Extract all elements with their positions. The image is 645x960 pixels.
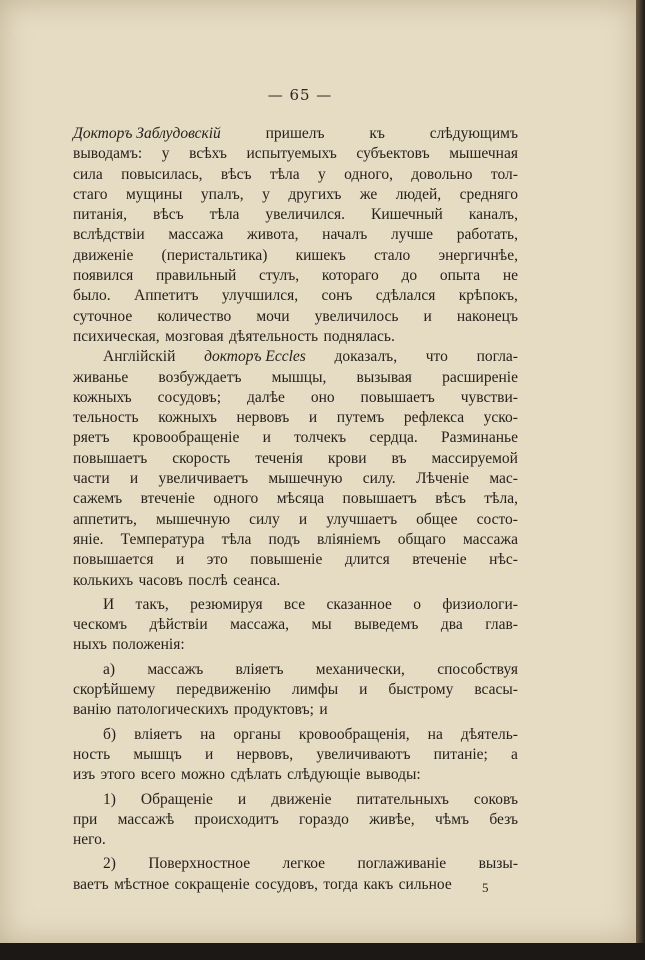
word: сильное — [398, 875, 452, 893]
text-line — [73, 449, 518, 469]
text-line — [73, 388, 518, 408]
word: массажъ — [147, 660, 204, 678]
word: быстрому — [388, 681, 454, 699]
word: живѣе, — [369, 810, 415, 828]
word: 1) — [103, 790, 116, 808]
word: длится — [344, 551, 390, 569]
word: положенія: — [112, 636, 185, 654]
word: кожныхъ — [158, 409, 217, 427]
word: нервовъ, — [236, 745, 294, 763]
word: силу — [249, 510, 280, 528]
word: общаго — [397, 530, 446, 548]
paragraph — [73, 725, 518, 786]
word: началъ — [322, 226, 368, 244]
word: количество — [157, 307, 232, 325]
body-text — [73, 124, 518, 895]
word: Докторъ Заблудовскій — [73, 125, 221, 142]
text-line — [73, 725, 518, 745]
word: тѣла — [209, 206, 240, 224]
word: продуктовъ; — [234, 701, 314, 719]
word: изъ — [73, 766, 96, 784]
word: и — [237, 790, 247, 808]
word: Температура — [120, 530, 205, 548]
word: повысилась, — [121, 165, 203, 183]
word: Аппетитъ — [134, 287, 199, 305]
text-line — [73, 595, 518, 615]
text-line — [73, 225, 518, 245]
word: массируемой — [431, 449, 518, 467]
word: передвиженію — [176, 681, 271, 699]
word: ность — [73, 745, 111, 763]
text-line — [73, 124, 518, 144]
word: сеанса. — [233, 571, 281, 589]
text-line — [73, 347, 518, 367]
word: части — [73, 470, 110, 488]
word: кровообращеніе — [132, 429, 240, 447]
word: аппетитъ, — [73, 510, 137, 528]
word: чувстви- — [460, 388, 518, 406]
word: выводамъ: — [73, 145, 143, 163]
word: увеличилось — [314, 307, 399, 325]
word: слѣдующіе — [287, 766, 361, 784]
word: Поверхностное — [148, 855, 251, 873]
word: движеніе — [271, 790, 332, 808]
text-line — [73, 745, 518, 765]
text-line — [73, 875, 518, 895]
word: б) — [103, 725, 117, 743]
word: вліяетъ — [235, 660, 284, 678]
word: тѣла — [221, 530, 252, 548]
word: можно — [181, 766, 225, 784]
word: докторъ Eccles — [204, 348, 306, 366]
word: ческомъ — [73, 616, 127, 634]
word: сердца. — [369, 429, 418, 447]
word: и — [262, 429, 271, 447]
word: тогда — [323, 875, 359, 893]
word: соковъ — [473, 790, 518, 808]
word: мас- — [489, 470, 518, 488]
word: рефлекса — [403, 409, 465, 427]
word: а — [511, 745, 518, 763]
word: одного, — [344, 165, 393, 183]
word: мы — [311, 616, 332, 634]
word: тѣла — [269, 165, 300, 183]
word: энергичнѣе, — [438, 246, 518, 264]
word: подъ — [268, 530, 300, 548]
word: одного — [213, 490, 259, 508]
word: мышечную — [155, 510, 231, 528]
word: сокращеніе — [174, 875, 250, 893]
word: нѣс- — [489, 551, 518, 569]
word: же — [359, 185, 378, 203]
word: поднялась. — [323, 327, 395, 345]
word: Англійскій — [103, 348, 176, 366]
word: къ — [369, 125, 385, 142]
page-edge-bottom — [0, 943, 645, 960]
word: о — [413, 595, 421, 613]
text-line — [73, 530, 518, 550]
word: вліяетъ — [134, 725, 183, 743]
word: силу. — [362, 470, 396, 488]
word: сажемъ — [73, 490, 123, 508]
word: у — [161, 145, 170, 163]
word: два — [440, 616, 463, 634]
word: чѣмъ — [435, 810, 470, 828]
paragraph — [73, 854, 518, 895]
paragraph — [73, 790, 518, 851]
word: наконецъ — [456, 307, 518, 325]
text-line — [73, 246, 518, 266]
word: крови — [327, 449, 367, 467]
word: дѣйствіи — [149, 616, 208, 634]
word: и — [298, 510, 308, 528]
word: вѣсъ — [153, 206, 184, 224]
word: все — [283, 595, 306, 613]
word: лучше — [390, 226, 434, 244]
word: дѣятельность — [229, 327, 319, 345]
text-line — [73, 854, 518, 874]
word: Обращеніе — [140, 790, 213, 808]
word: выведемъ — [354, 616, 419, 634]
word: субъектовъ — [356, 145, 430, 163]
word: сосудовъ; — [157, 388, 221, 406]
word: ныхъ — [73, 636, 107, 654]
word: увеличиваетъ — [158, 470, 249, 488]
word: кожныхъ — [73, 388, 132, 406]
word: далѣе — [246, 388, 285, 406]
text-line — [73, 765, 518, 785]
page-number: — 65 — — [267, 86, 333, 104]
word: механически, — [315, 660, 405, 678]
word: не — [502, 267, 518, 285]
word: кровообращенія, — [298, 725, 410, 743]
page-edge-right — [636, 0, 645, 960]
word: общее — [416, 510, 458, 528]
word: всѣхъ — [189, 145, 227, 163]
word: мѣсяца — [276, 490, 325, 508]
word: на — [427, 725, 443, 743]
word: повышается — [73, 551, 154, 569]
word: дѣятель- — [460, 725, 518, 743]
word: каналъ, — [468, 206, 518, 224]
word: всего — [140, 766, 176, 784]
word: Лѣченіе — [415, 470, 470, 488]
word: пришелъ — [265, 125, 325, 142]
word: 2) — [103, 855, 116, 873]
word: органы — [233, 725, 281, 743]
word: и — [175, 551, 185, 569]
word: мѣстное — [114, 875, 170, 893]
word: ваетъ — [73, 875, 109, 893]
word: правильный — [155, 267, 237, 285]
word: питаніе; — [433, 745, 488, 763]
word: тол- — [490, 165, 518, 183]
text-line — [73, 700, 518, 720]
word: суточное — [73, 307, 133, 325]
word: вызы- — [478, 855, 518, 873]
word: легкое — [282, 855, 326, 873]
word: и — [423, 307, 432, 325]
word: движеніе — [73, 246, 134, 264]
word: работать, — [456, 226, 518, 244]
word: ванію — [73, 701, 112, 719]
word: массажѣ — [117, 810, 175, 828]
word: испытуемыхъ — [246, 145, 337, 163]
word: поглаживаніе — [357, 855, 447, 873]
word: мышечная — [449, 145, 518, 163]
word: мышцъ — [133, 745, 182, 763]
word: психическая, — [73, 327, 160, 345]
word: вліяніемъ — [317, 530, 381, 548]
word: нервовъ — [236, 409, 290, 427]
word: живанье — [73, 368, 129, 386]
word: людей, — [395, 185, 442, 203]
word: увеличиваютъ — [316, 745, 411, 763]
word: погла- — [476, 348, 518, 366]
word: колькихъ — [73, 571, 134, 589]
signature-mark: 5 — [482, 880, 489, 895]
word: было. — [73, 287, 111, 305]
word: живота, — [247, 226, 299, 244]
word: и — [319, 701, 328, 719]
word: уско- — [483, 409, 518, 427]
word: другихъ — [288, 185, 342, 203]
word: вѣсъ — [435, 490, 466, 508]
word: сказанное — [326, 595, 392, 613]
word: массажа, — [230, 616, 289, 634]
text-line — [73, 830, 518, 850]
word: стало — [373, 246, 411, 264]
word: а) — [103, 660, 116, 678]
word: мозговая — [165, 327, 224, 345]
text-line — [73, 469, 518, 489]
paragraph — [73, 124, 518, 347]
word: тѣла, — [484, 490, 518, 508]
word: безъ — [489, 810, 518, 828]
text-line — [73, 428, 518, 448]
word: оно — [310, 388, 335, 406]
word: вѣсъ — [220, 165, 252, 183]
paragraph — [73, 660, 518, 721]
word: путемъ — [336, 409, 385, 427]
word: у — [262, 185, 270, 203]
word: и — [308, 409, 318, 427]
word: физиологи- — [442, 595, 518, 613]
word: выводы: — [365, 766, 421, 784]
word: И — [103, 595, 115, 613]
text-line — [73, 510, 518, 530]
word: ряетъ — [73, 429, 110, 447]
paragraph — [73, 595, 518, 656]
word: глав- — [485, 616, 518, 634]
word: втеченіе — [412, 551, 467, 569]
paragraph — [73, 347, 518, 591]
word: массажа — [462, 530, 518, 548]
word: слѣдующимъ — [429, 125, 518, 142]
word: этого — [100, 766, 136, 784]
word: резюмируя — [190, 595, 263, 613]
text-line — [73, 489, 518, 509]
text-line — [73, 680, 518, 700]
text-line — [73, 635, 518, 655]
word: упалъ, — [200, 185, 244, 203]
word: скорѣйшему — [73, 681, 156, 699]
word: Разминанье — [441, 429, 518, 447]
word: скорость — [172, 449, 231, 467]
word: массажа — [168, 226, 224, 244]
word: расширеніе — [442, 368, 518, 386]
word: и — [204, 745, 214, 763]
word: опыта — [439, 267, 481, 285]
word: способствуя — [437, 660, 518, 678]
word: улучшаетъ — [326, 510, 398, 528]
word: сила — [73, 165, 103, 183]
word: повышаетъ — [360, 388, 435, 406]
word: мущины — [125, 185, 183, 203]
word: улучшился, — [221, 287, 299, 305]
word: состо- — [476, 510, 518, 528]
word: (перистальтика) — [161, 246, 268, 264]
word: толчекъ — [294, 429, 347, 447]
text-line — [73, 571, 518, 591]
word: всасы- — [474, 681, 518, 699]
word: на — [200, 725, 216, 743]
word: сдѣлать — [230, 766, 282, 784]
word: мышечную — [268, 470, 343, 488]
text-line — [73, 615, 518, 635]
word: питанія, — [73, 206, 128, 224]
text-line — [73, 660, 518, 680]
text-line — [73, 286, 518, 306]
word: такъ, — [135, 595, 169, 613]
word: сдѣлался — [375, 287, 436, 305]
word: въ — [391, 449, 407, 467]
text-line — [73, 266, 518, 286]
word: повышеніе — [250, 551, 323, 569]
word: сосудовъ, — [255, 875, 318, 893]
word: это — [206, 551, 228, 569]
word: лимфы — [291, 681, 339, 699]
word: и — [129, 470, 139, 488]
word: мышцы, — [271, 368, 327, 386]
word: повышаетъ — [73, 449, 148, 467]
word: сонъ — [321, 287, 353, 305]
word: часовъ — [138, 571, 183, 589]
word: стаго — [73, 185, 108, 203]
word: вслѣдствіи — [73, 226, 145, 244]
text-line — [73, 205, 518, 225]
word: втеченіе — [140, 490, 195, 508]
text-line — [73, 408, 518, 428]
word: появился — [73, 267, 134, 285]
word: мочи — [256, 307, 290, 325]
word: вызывая — [356, 368, 412, 386]
word: гораздо — [299, 810, 349, 828]
word: стулъ, — [258, 267, 300, 285]
word: повышаетъ — [342, 490, 417, 508]
word: яніе. — [73, 530, 104, 548]
word: питательныхъ — [356, 790, 449, 808]
text-line — [73, 307, 518, 327]
text-line — [73, 810, 518, 830]
word: средняго — [459, 185, 518, 203]
text-line — [73, 368, 518, 388]
word: какъ — [363, 875, 394, 893]
word: до — [401, 267, 418, 285]
text-line — [73, 550, 518, 570]
word: послѣ — [188, 571, 228, 589]
text-line — [73, 144, 518, 164]
word: котораго — [321, 267, 379, 285]
word: у — [318, 165, 326, 183]
word: теченія — [255, 449, 303, 467]
word: при — [73, 810, 98, 828]
word: крѣпокъ, — [458, 287, 518, 305]
word: Кишечный — [370, 206, 443, 224]
word: него. — [73, 831, 106, 849]
word: происходитъ — [194, 810, 279, 828]
word: доказалъ, — [334, 348, 398, 366]
text-line — [73, 165, 518, 185]
word: увеличился. — [265, 206, 346, 224]
word: и — [359, 681, 368, 699]
word: кишекъ — [295, 246, 346, 264]
text-line — [73, 185, 518, 205]
word: патологическихъ — [116, 701, 229, 719]
word: возбуждаетъ — [158, 368, 242, 386]
word: что — [425, 348, 448, 366]
text-line — [73, 327, 518, 347]
text-line — [73, 790, 518, 810]
word: довольно — [411, 165, 473, 183]
word: тельность — [73, 409, 139, 427]
